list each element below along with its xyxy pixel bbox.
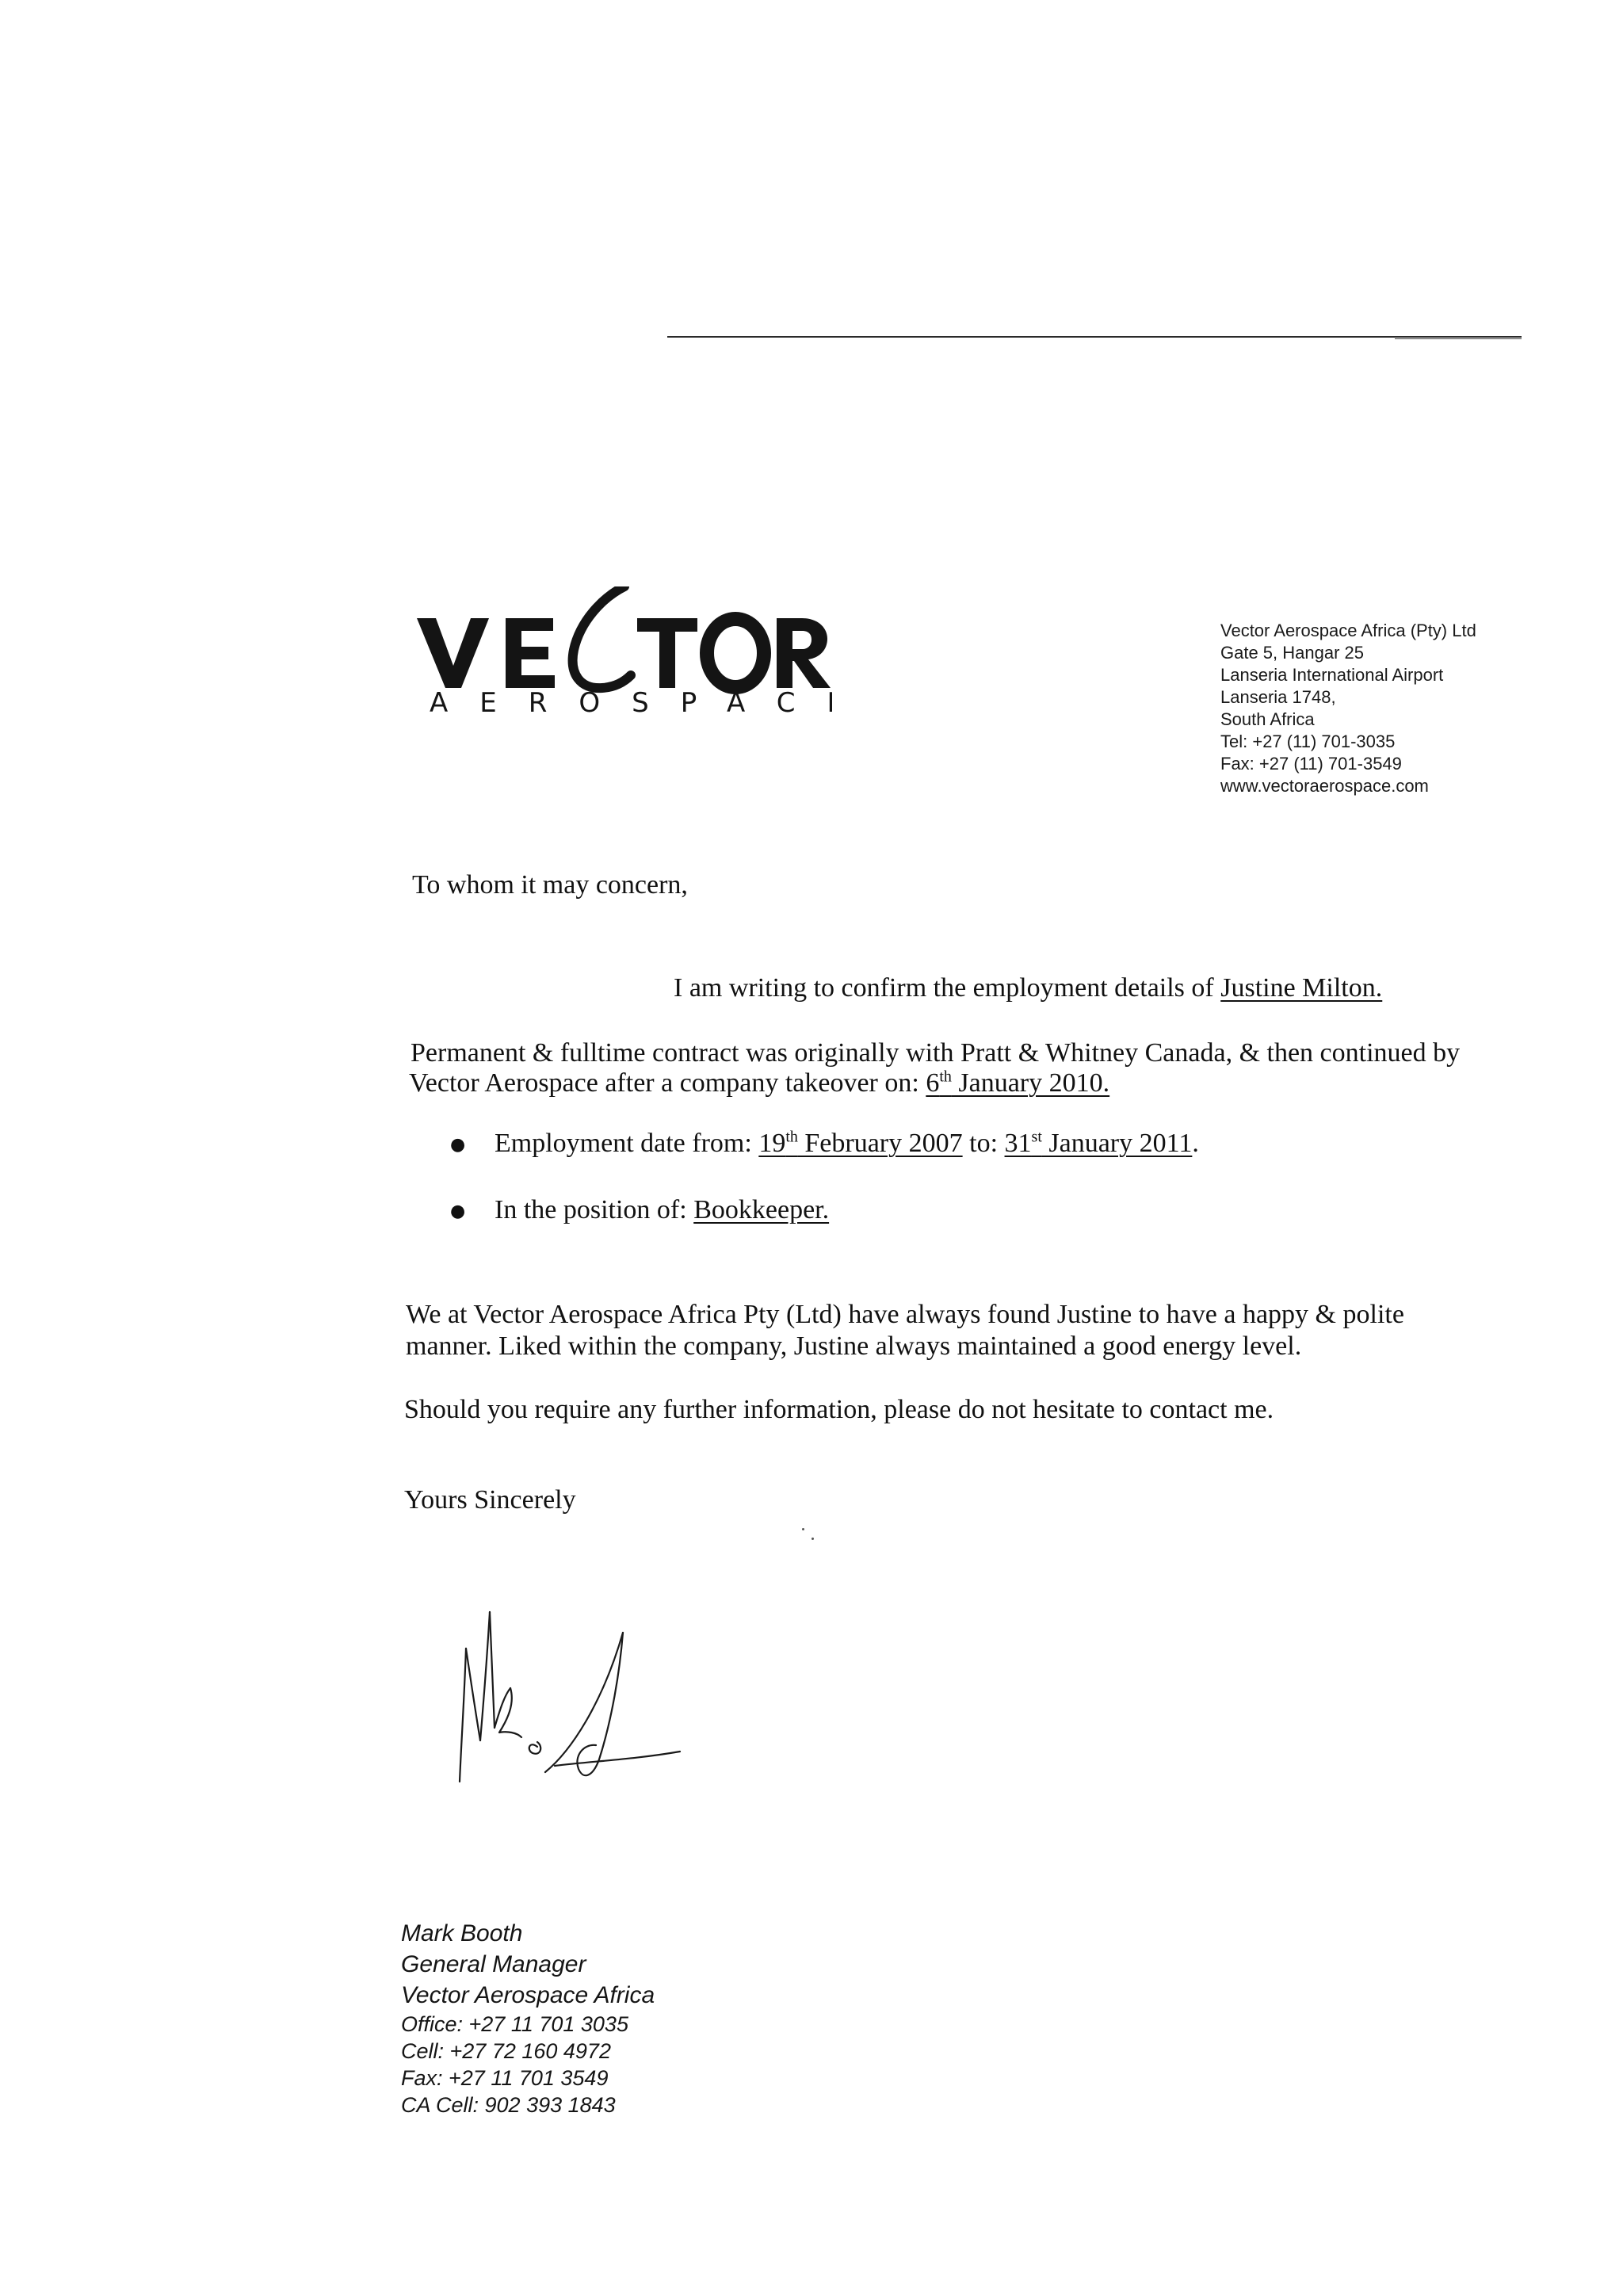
employment-from-date xyxy=(758,1129,962,1158)
ca-cell-phone: CA Cell: 902 393 1843 xyxy=(401,2093,616,2117)
address-line: Lanseria 1748, xyxy=(1220,687,1336,707)
period: . xyxy=(1192,1129,1199,1158)
bullet-position xyxy=(495,1195,829,1225)
to-day: 31 xyxy=(1004,1129,1032,1158)
vector-aerospace-logo xyxy=(412,586,832,721)
cell-phone: Cell: +27 72 160 4972 xyxy=(401,2039,611,2063)
position-value: Bookkeeper. xyxy=(693,1195,830,1224)
to-label: to: xyxy=(962,1129,1005,1158)
office-phone: Office: +27 11 701 3035 xyxy=(401,2012,628,2036)
signer-title: General Manager xyxy=(401,1951,586,1977)
from-rest: February 2007 xyxy=(797,1129,963,1158)
bullet-dot: ● xyxy=(450,1135,466,1155)
from-day: 19 xyxy=(758,1129,786,1158)
bullet-employment-dates xyxy=(495,1129,1199,1159)
address-line: Lanseria International Airport xyxy=(1220,665,1444,685)
from-suffix: th xyxy=(785,1128,798,1146)
address-line: Fax: +27 (11) 701-3549 xyxy=(1220,754,1402,774)
signer-company: Vector Aerospace Africa xyxy=(401,1982,655,2008)
signoff-block xyxy=(401,1918,655,2118)
company-address-block xyxy=(1220,620,1476,797)
bullet-dot: ● xyxy=(450,1201,466,1221)
address-line: Gate 5, Hangar 25 xyxy=(1220,643,1365,663)
position-label: In the position of: xyxy=(495,1195,694,1224)
employment-label: Employment date from: xyxy=(495,1129,759,1158)
to-suffix: st xyxy=(1031,1128,1042,1146)
employee-name: Justine Milton. xyxy=(1220,973,1383,1003)
takeover-rest: January 2010. xyxy=(951,1068,1110,1098)
takeover-suffix: th xyxy=(939,1068,952,1086)
scan-speck xyxy=(802,1528,804,1530)
salutation: To whom it may concern, xyxy=(412,870,688,900)
para2-line1: We at Vector Aerospace Africa Pty (Ltd) have always found Justine to have a happy & polite xyxy=(406,1300,1404,1329)
address-line: Vector Aerospace Africa (Pty) Ltd xyxy=(1220,621,1476,640)
takeover-day: 6 xyxy=(926,1068,940,1098)
header-rule xyxy=(667,336,1522,338)
intro-line xyxy=(674,973,1382,1003)
address-line: Tel: +27 (11) 701-3035 xyxy=(1220,732,1396,751)
handwritten-signature xyxy=(444,1601,713,1807)
para1-line2-text: Vector Aerospace after a company takeover on: xyxy=(409,1068,926,1098)
logo-graphic xyxy=(412,586,832,721)
para1-line1: Permanent & fulltime contract was originally with Pratt & Whitney Canada, & then continued by xyxy=(411,1038,1461,1068)
employment-to-date xyxy=(1005,1129,1193,1158)
signer-name: Mark Booth xyxy=(401,1920,523,1946)
intro-text: I am writing to confirm the employment details of xyxy=(674,973,1221,1003)
takeover-date xyxy=(926,1068,1109,1098)
address-line: South Africa xyxy=(1220,709,1315,729)
closing: Yours Sincerely xyxy=(404,1485,576,1515)
to-rest: January 2011 xyxy=(1041,1129,1193,1158)
para2-line2: manner. Liked within the company, Justine always maintained a good energy level. xyxy=(406,1331,1302,1361)
header-rule-tail xyxy=(1395,338,1522,339)
logo-subtext: AEROSPACE xyxy=(430,687,832,719)
address-line: www.vectoraerospace.com xyxy=(1220,776,1429,796)
scan-speck xyxy=(812,1538,814,1540)
fax-number: Fax: +27 11 701 3549 xyxy=(401,2066,609,2090)
para3: Should you require any further information, please do not hesitate to contact me. xyxy=(404,1395,1274,1424)
para1-line2 xyxy=(409,1068,1109,1098)
